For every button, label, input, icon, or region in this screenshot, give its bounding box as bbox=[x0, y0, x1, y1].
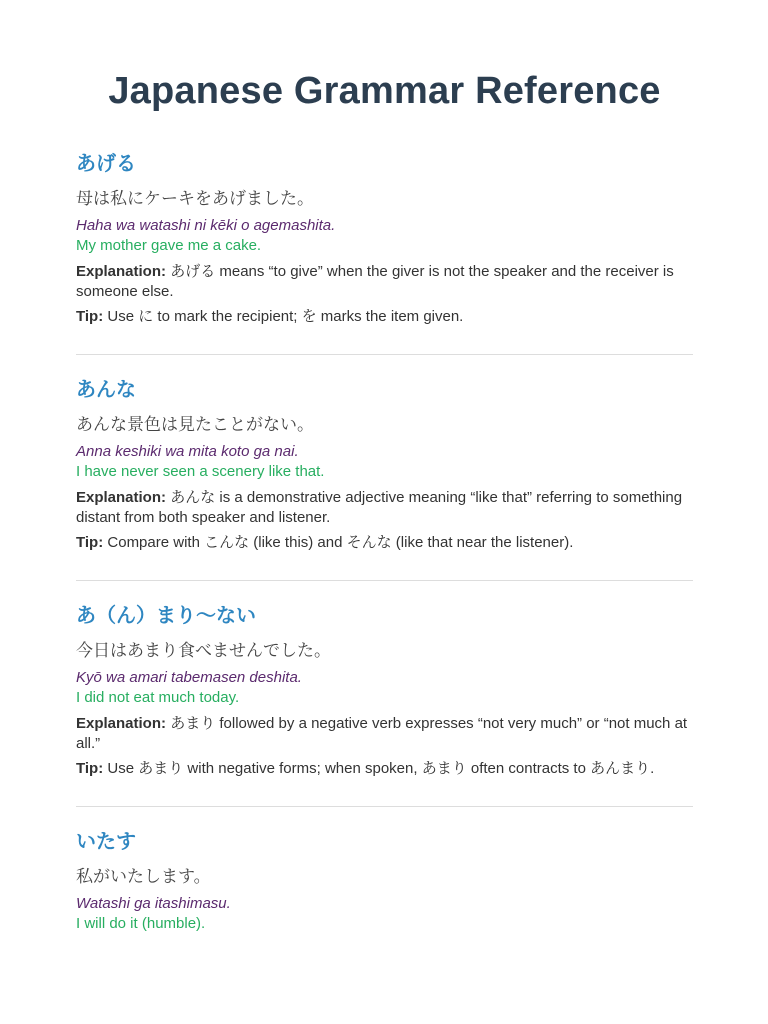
example-japanese: あんな景色は見たことがない。 bbox=[76, 415, 314, 435]
explanation-text: あんな is a demonstrative adjective meaning “like that” referring to something distant from both speaker and listener. bbox=[76, 489, 683, 526]
example-romaji: Haha wa watashi ni kēki o agemashita. bbox=[76, 217, 336, 234]
example-english: I will do it (humble). bbox=[76, 915, 206, 932]
tip-text: Compare with こんな (like this) and そんな (like that near the listener). bbox=[107, 534, 574, 551]
explanation bbox=[76, 488, 693, 528]
page-title: Japanese Grammar Reference bbox=[108, 70, 661, 112]
example-romaji: Kyō wa amari tabemasen deshita. bbox=[76, 669, 302, 686]
explanation bbox=[76, 262, 693, 302]
entry-term: いたす bbox=[76, 829, 136, 853]
example-romaji: Anna keshiki wa mita koto ga nai. bbox=[76, 443, 299, 460]
tip-label: Tip: bbox=[76, 534, 104, 551]
explanation-label: Explanation: bbox=[76, 489, 167, 506]
entry-term: あんな bbox=[76, 377, 136, 401]
tip-label: Tip: bbox=[76, 760, 104, 777]
example-english: I did not eat much today. bbox=[76, 689, 240, 706]
explanation-label: Explanation: bbox=[76, 263, 167, 280]
divider bbox=[76, 806, 693, 807]
tip-text: Use あまり with negative forms; when spoken, あまり often contracts to あんまり. bbox=[107, 760, 655, 777]
tip bbox=[76, 533, 693, 553]
grammar-entry bbox=[76, 375, 693, 553]
entries-list bbox=[76, 149, 693, 934]
grammar-entry bbox=[76, 827, 693, 934]
example-japanese: 私がいたします。 bbox=[76, 867, 211, 887]
tip-label: Tip: bbox=[76, 308, 104, 325]
explanation-text: あげる means “to give” when the giver is not the speaker and the receiver is someone else. bbox=[76, 263, 674, 300]
tip bbox=[76, 307, 693, 327]
tip-text: Use に to mark the recipient; を marks the item given. bbox=[107, 308, 464, 325]
example-japanese: 今日はあまり食べませんでした。 bbox=[76, 641, 331, 661]
example-english: My mother gave me a cake. bbox=[76, 237, 262, 254]
explanation-text: あまり followed by a negative verb expresses “not very much” or “not much at all.” bbox=[76, 715, 688, 752]
tip bbox=[76, 759, 693, 779]
entry-term: あ（ん）まり〜ない bbox=[76, 603, 256, 627]
entry-term: あげる bbox=[76, 151, 136, 175]
explanation-label: Explanation: bbox=[76, 715, 167, 732]
example-japanese: 母は私にケーキをあげました。 bbox=[76, 189, 314, 209]
example-english: I have never seen a scenery like that. bbox=[76, 463, 325, 480]
explanation bbox=[76, 714, 693, 754]
divider bbox=[76, 580, 693, 581]
example-romaji: Watashi ga itashimasu. bbox=[76, 895, 231, 912]
grammar-entry bbox=[76, 149, 693, 327]
divider bbox=[76, 354, 693, 355]
grammar-entry bbox=[76, 601, 693, 779]
